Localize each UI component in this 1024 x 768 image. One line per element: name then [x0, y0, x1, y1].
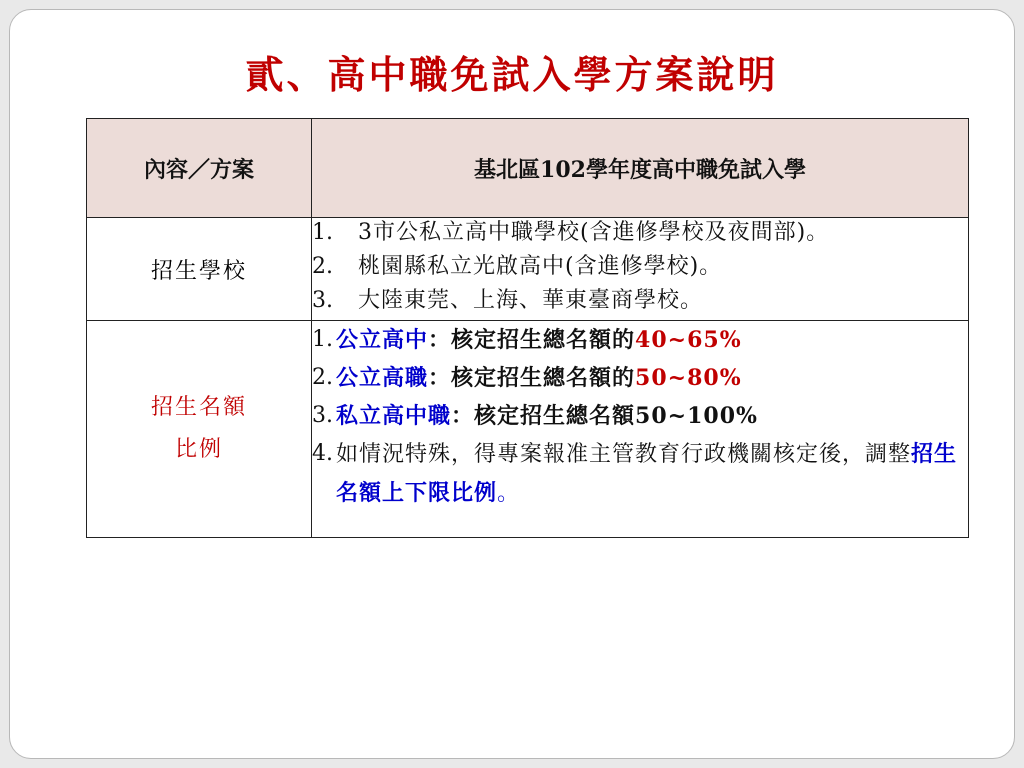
page-title: 貳、高中職免試入學方案說明 [245, 52, 779, 97]
item-keyword: 公立高中 [336, 327, 429, 353]
list-item [312, 218, 968, 248]
table-header-row [87, 119, 969, 218]
row-label-line: 招生名額 [150, 395, 247, 420]
list-item [312, 286, 968, 316]
table-row [87, 321, 969, 538]
item-text: 桃園縣私立光啟高中(含進修學校)。 [358, 254, 723, 279]
list-item [312, 435, 968, 513]
item-number: 3. [312, 288, 333, 313]
list-item [312, 252, 968, 282]
item-number: 1. [312, 220, 333, 245]
table-row [87, 218, 969, 321]
list-item [312, 321, 968, 359]
row-label-quota [87, 321, 312, 538]
row-label-schools: 招生學校 [87, 218, 312, 321]
list-item [312, 397, 968, 435]
item-percent: 50~100% [635, 403, 758, 429]
item-number: 3. [312, 403, 333, 428]
item-keyword: 公立高職 [336, 365, 429, 391]
info-table [86, 118, 969, 538]
item-text: 3市公私立高中職學校(含進修學校及夜間部)。 [358, 220, 830, 245]
item-text: 如情況特殊，得專案報准主管教育行政機關核定後，調整 [336, 442, 912, 467]
header-col-content: 內容／方案 [87, 119, 312, 218]
schools-cell [312, 218, 969, 321]
item-text: 大陸東莞、上海、華東臺商學校。 [358, 288, 704, 313]
slide [9, 9, 1015, 759]
item-keyword: 私立高中職 [336, 403, 452, 429]
item-text: ：核定招生總名額的 [428, 327, 636, 353]
quota-cell [312, 321, 969, 538]
item-number: 4. [312, 441, 333, 466]
row-label-line: 比例 [174, 437, 223, 462]
item-percent: 40~65% [635, 327, 742, 353]
item-number: 2. [312, 254, 333, 279]
list-item [312, 359, 968, 397]
item-text: ：核定招生總名額 [451, 403, 636, 429]
item-number: 2. [312, 365, 333, 390]
item-end: 。 [497, 481, 521, 506]
item-percent: 50~80% [635, 365, 742, 391]
item-keyword: 招生名額上下限比例 [336, 441, 958, 506]
item-number: 1. [312, 327, 333, 352]
item-text: ：核定招生總名額的 [428, 365, 636, 391]
header-col-plan: 基北區102學年度高中職免試入學 [312, 119, 969, 218]
